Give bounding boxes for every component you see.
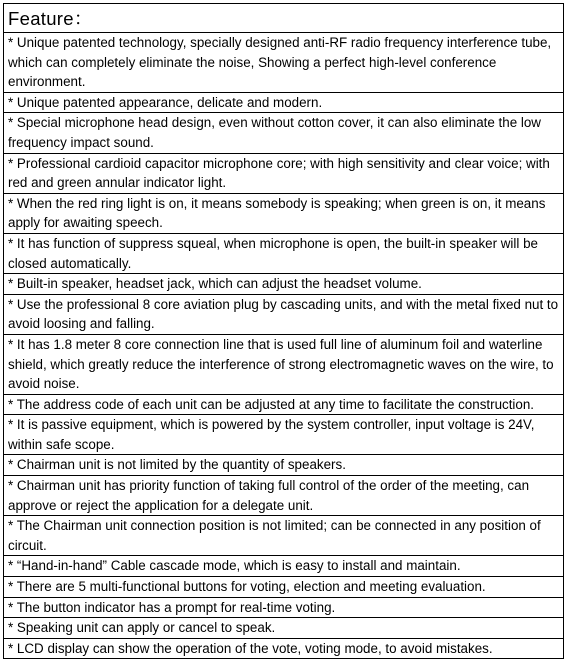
feature-row [4, 577, 564, 598]
feature-item: * Unique patented technology, specially designed anti-RF radio frequency interference tube, which can completely eliminate the noise, Showing a perfect high-level conference environment. [4, 33, 564, 93]
feature-item: * The Chairman unit connection position is not limited; can be connected in any position of circuit. [4, 516, 564, 556]
feature-row [4, 33, 564, 93]
feature-row [4, 556, 564, 577]
feature-table [3, 3, 564, 659]
feature-item: * LCD display can show the operation of the vote, voting mode, to avoid mistakes. [4, 638, 564, 659]
feature-row [4, 92, 564, 113]
feature-row [4, 516, 564, 556]
feature-item: * Chairman unit is not limited by the quantity of speakers. [4, 455, 564, 476]
feature-row [4, 193, 564, 233]
feature-row [4, 113, 564, 153]
feature-row [4, 153, 564, 193]
feature-row [4, 597, 564, 618]
feature-item: * Speaking unit can apply or cancel to speak. [4, 618, 564, 639]
feature-item: * Special microphone head design, even without cotton cover, it can also eliminate the low frequency impact sound. [4, 113, 564, 153]
feature-item: * “Hand-in-hand” Cable cascade mode, which is easy to install and maintain. [4, 556, 564, 577]
feature-row [4, 618, 564, 639]
feature-item: * Professional cardioid capacitor microphone core; with high sensitivity and clear voice; with red and green annular indicator light. [4, 153, 564, 193]
feature-item: * Built-in speaker, headset jack, which can adjust the headset volume. [4, 274, 564, 295]
feature-heading: Feature： [4, 4, 564, 33]
feature-row [4, 294, 564, 334]
feature-item: * It is passive equipment, which is powered by the system controller, input voltage is 24V, within safe scope. [4, 415, 564, 455]
feature-row [4, 415, 564, 455]
feature-item: * There are 5 multi-functional buttons for voting, election and meeting evaluation. [4, 577, 564, 598]
feature-row [4, 455, 564, 476]
heading-row [4, 4, 564, 33]
feature-item: * The button indicator has a prompt for real-time voting. [4, 597, 564, 618]
feature-item: * When the red ring light is on, it means somebody is speaking; when green is on, it means apply for awaiting speech. [4, 193, 564, 233]
feature-item: * The address code of each unit can be adjusted at any time to facilitate the construction. [4, 394, 564, 415]
feature-item: * Chairman unit has priority function of taking full control of the order of the meeting, can approve or reject the application for a delegate unit. [4, 476, 564, 516]
feature-row [4, 274, 564, 295]
feature-row [4, 476, 564, 516]
feature-row [4, 638, 564, 659]
feature-item: * It has function of suppress squeal, when microphone is open, the built-in speaker will be closed automatically. [4, 233, 564, 273]
feature-item: * It has 1.8 meter 8 core connection line that is used full line of aluminum foil and waterline shield, which greatly reduce the interference of strong electromagnetic waves on the wire, to avoid noise. [4, 334, 564, 394]
feature-item: * Unique patented appearance, delicate and modern. [4, 92, 564, 113]
feature-row [4, 394, 564, 415]
feature-item: * Use the professional 8 core aviation plug by cascading units, and with the metal fixed nut to avoid loosing and falling. [4, 294, 564, 334]
feature-row [4, 233, 564, 273]
feature-row [4, 334, 564, 394]
